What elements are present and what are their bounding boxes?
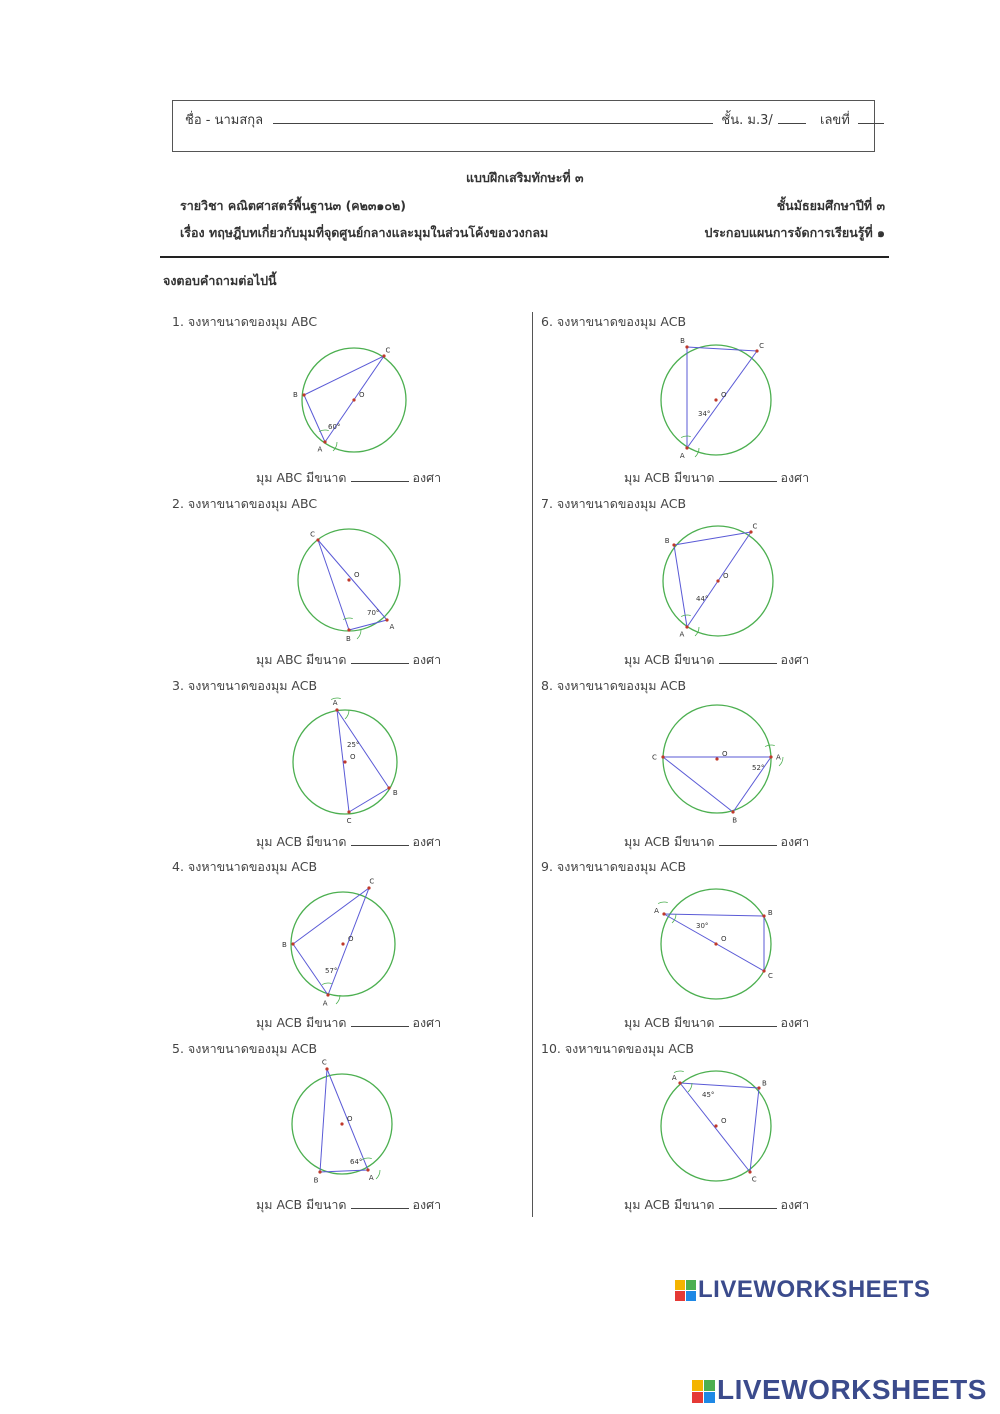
center-point [341, 942, 344, 945]
student-info-row [185, 109, 884, 130]
answer-label: มุม ACB มีขนาด [256, 1197, 347, 1212]
angle-label: 30° [696, 922, 709, 930]
question-10-title: 10. จงหาขนาดของมุม ACB [541, 1041, 695, 1056]
point-b [318, 1170, 321, 1173]
triangle-side [304, 356, 384, 395]
plan-title: ประกอบแผนการจัดการเรียนรู้ที่ ๑ [704, 225, 885, 240]
triangle-side [674, 532, 751, 545]
label-a: A [775, 753, 781, 762]
label-c: C [321, 1058, 327, 1067]
question-10-answer [624, 1194, 809, 1215]
label-c: C [767, 971, 773, 980]
answer-label: มุม ACB มีขนาด [256, 1015, 347, 1030]
point-a [335, 708, 338, 711]
triangle-side [320, 1069, 327, 1172]
label-b: B [761, 1079, 767, 1088]
column-divider [532, 312, 533, 1217]
question-8-title: 8. จงหาขนาดของมุม ACB [541, 678, 687, 693]
answer-label: มุม ACB มีขนาด [624, 470, 715, 485]
point-c [382, 354, 385, 357]
question-7-title: 7. จงหาขนาดของมุม ACB [541, 496, 687, 511]
point-a [678, 1081, 681, 1084]
point-a [662, 912, 665, 915]
point-b [685, 345, 688, 348]
angle-label: 34° [698, 410, 711, 418]
label-a: A [332, 699, 338, 708]
label-a: A [679, 630, 685, 639]
answer-label: มุม ACB มีขนาด [624, 1015, 715, 1030]
answer-label: มุม ACB มีขนาด [624, 652, 715, 667]
name-blank[interactable] [273, 109, 713, 124]
triangle-side [687, 351, 757, 448]
label-a: A [671, 1073, 677, 1082]
label-c: C [751, 1175, 757, 1184]
name-label: ชื่อ - นามสกุล [185, 113, 264, 128]
grade-title: ชั้นมัธยมศึกษาปีที่ ๓ [776, 198, 885, 213]
number-label: เลขที่ [820, 113, 850, 128]
number-blank[interactable] [858, 109, 884, 124]
label-c: C [652, 753, 657, 762]
worksheet-title: แบบฝึกเสริมทักษะที่ ๓ [466, 170, 584, 185]
point-a [366, 1168, 369, 1171]
unit-label: องศา [412, 1015, 442, 1030]
triangle-side [687, 532, 751, 627]
instruction: จงตอบคำถามต่อไปนี้ [163, 273, 277, 288]
question-9-figure [636, 874, 796, 1014]
unit-label: องศา [780, 834, 810, 849]
unit-label: องศา [412, 470, 442, 485]
point-a [685, 446, 688, 449]
triangle-side [750, 1088, 759, 1172]
point-b [347, 628, 350, 631]
center-point [347, 578, 350, 581]
point-b [757, 1086, 760, 1089]
center-point [714, 398, 717, 401]
triangle-side [318, 540, 349, 630]
liveworksheets-logo [675, 1276, 930, 1304]
angle-label: 45° [702, 1091, 715, 1099]
triangle-side [664, 914, 764, 916]
question-4-figure [263, 874, 423, 1014]
question-2-figure [269, 510, 429, 650]
question-9-answer [624, 1012, 809, 1033]
point-c [755, 349, 758, 352]
header-rule [160, 256, 889, 258]
answer-blank[interactable] [719, 1194, 777, 1209]
label-o: O [721, 1117, 727, 1125]
answer-label: มุม ABC มีขนาด [256, 652, 347, 667]
question-3-answer [256, 831, 441, 852]
question-3-figure [265, 692, 425, 832]
triangle-side [663, 757, 733, 812]
label-o: O [354, 571, 360, 579]
answer-label: มุม ACB มีขนาด [624, 1197, 715, 1212]
unit-label: องศา [780, 1015, 810, 1030]
point-b [731, 810, 734, 813]
question-10-figure [636, 1056, 796, 1196]
angle-label: 60° [328, 423, 341, 431]
unit-label: องศา [412, 834, 442, 849]
unit-label: องศา [412, 1197, 442, 1212]
label-b: B [293, 391, 298, 400]
point-c [325, 1067, 328, 1070]
point-c [748, 1170, 751, 1173]
unit-label: องศา [412, 652, 442, 667]
label-o: O [722, 750, 728, 758]
answer-blank[interactable] [351, 1194, 409, 1209]
point-c [347, 810, 350, 813]
label-b: B [346, 635, 351, 643]
question-5-figure [262, 1054, 422, 1194]
question-8-answer [624, 831, 809, 852]
logo-icon-footer [692, 1380, 715, 1403]
label-b: B [313, 1176, 319, 1185]
point-c [367, 886, 370, 889]
question-5-answer [256, 1194, 441, 1215]
point-b [762, 914, 765, 917]
angle-label: 25° [347, 741, 360, 749]
triangle-side [304, 395, 325, 442]
label-a: A [679, 451, 685, 460]
answer-label: มุม ABC มีขนาด [256, 470, 347, 485]
label-a: A [389, 622, 395, 631]
angle-label: 52° [752, 764, 765, 772]
label-a: A [654, 907, 659, 916]
label-b: B [664, 536, 670, 545]
label-c: C [385, 346, 391, 355]
label-c: C [752, 522, 758, 531]
logo-text: LIVEWORKSHEETS [698, 1276, 931, 1303]
point-c [661, 755, 664, 758]
logo-icon [675, 1280, 696, 1301]
label-o: O [350, 753, 356, 761]
angle-label: 64° [350, 1158, 363, 1166]
answer-label: มุม ACB มีขนาด [624, 834, 715, 849]
logo-text-footer: LIVEWORKSHEETS [717, 1374, 987, 1405]
answer-label: มุม ACB มีขนาด [256, 834, 347, 849]
question-1-answer [256, 467, 441, 488]
point-b [387, 786, 390, 789]
label-b: B [282, 941, 287, 949]
triangle-side [318, 540, 387, 620]
label-o: O [721, 935, 727, 943]
question-1-title: 1. จงหาขนาดของมุม ABC [172, 314, 318, 329]
triangle-side [680, 1083, 750, 1172]
label-b: B [680, 336, 685, 345]
center-point [352, 398, 355, 401]
label-b: B [392, 789, 398, 798]
angle-label: 57° [325, 967, 338, 975]
point-c [749, 530, 752, 533]
question-3-title: 3. จงหาขนาดของมุม ACB [172, 678, 318, 693]
answer-blank[interactable] [719, 1012, 777, 1027]
answer-blank[interactable] [351, 831, 409, 846]
center-point [340, 1122, 343, 1125]
question-2-answer [256, 649, 441, 670]
question-8-figure [637, 689, 797, 829]
point-a [385, 618, 388, 621]
center-point [714, 942, 717, 945]
label-a: A [317, 445, 323, 454]
center-point [715, 757, 718, 760]
class-label: ชั้น. ม.3/ [721, 113, 773, 128]
triangle-side [349, 620, 387, 630]
label-o: O [359, 391, 365, 399]
triangle-side [687, 347, 757, 351]
question-7-answer [624, 649, 809, 670]
question-4-answer [256, 1012, 441, 1033]
question-7-figure [638, 511, 798, 651]
unit-label: องศา [780, 652, 810, 667]
label-b: B [732, 816, 738, 825]
center-point [714, 1124, 717, 1127]
label-b: B [767, 908, 773, 917]
angle-label: 44° [696, 595, 709, 603]
label-c: C [310, 530, 315, 539]
triangle-side [664, 914, 764, 971]
answer-blank[interactable] [719, 831, 777, 846]
question-4-title: 4. จงหาขนาดของมุม ACB [172, 859, 318, 874]
question-6-title: 6. จงหาขนาดของมุม ACB [541, 314, 687, 329]
question-1-figure [274, 330, 434, 470]
label-c: C [369, 877, 375, 886]
label-c: C [759, 341, 765, 350]
center-point [343, 760, 346, 763]
unit-label: องศา [780, 470, 810, 485]
point-a [326, 993, 329, 996]
point-b [672, 543, 675, 546]
label-o: O [723, 572, 729, 580]
topic-title: เรื่อง ทฤษฎีบทเกี่ยวกับมุมที่จุดศูนย์กลางและมุมในส่วนโค้งของวงกลม [180, 225, 549, 240]
question-6-figure [636, 330, 796, 470]
question-2-title: 2. จงหาขนาดของมุม ABC [172, 496, 318, 511]
triangle-side [293, 888, 369, 944]
label-c: C [346, 816, 352, 825]
question-6-answer [624, 467, 809, 488]
liveworksheets-footer-logo [692, 1374, 987, 1406]
answer-blank[interactable] [719, 649, 777, 664]
answer-blank[interactable] [351, 1012, 409, 1027]
question-9-title: 9. จงหาขนาดของมุม ACB [541, 859, 687, 874]
point-a [323, 440, 326, 443]
point-a [685, 625, 688, 628]
label-o: O [721, 391, 727, 399]
center-point [716, 579, 719, 582]
answer-blank[interactable] [351, 649, 409, 664]
angle-label: 70° [367, 609, 380, 617]
triangle-side [674, 545, 687, 627]
unit-label: องศา [780, 1197, 810, 1212]
point-a [769, 755, 772, 758]
question-5-title: 5. จงหาขนาดของมุม ACB [172, 1041, 318, 1056]
point-b [291, 942, 294, 945]
student-info-box [172, 100, 875, 152]
point-b [302, 393, 305, 396]
subject-title: รายวิชา คณิตศาสตร์พื้นฐาน๓ (ค๒๓๑๐๒) [180, 198, 406, 213]
point-c [316, 538, 319, 541]
label-o: O [347, 1115, 353, 1123]
point-c [762, 969, 765, 972]
label-a: A [368, 1173, 374, 1182]
class-blank[interactable] [778, 109, 806, 124]
label-a: A [322, 999, 328, 1008]
label-o: O [348, 935, 354, 943]
